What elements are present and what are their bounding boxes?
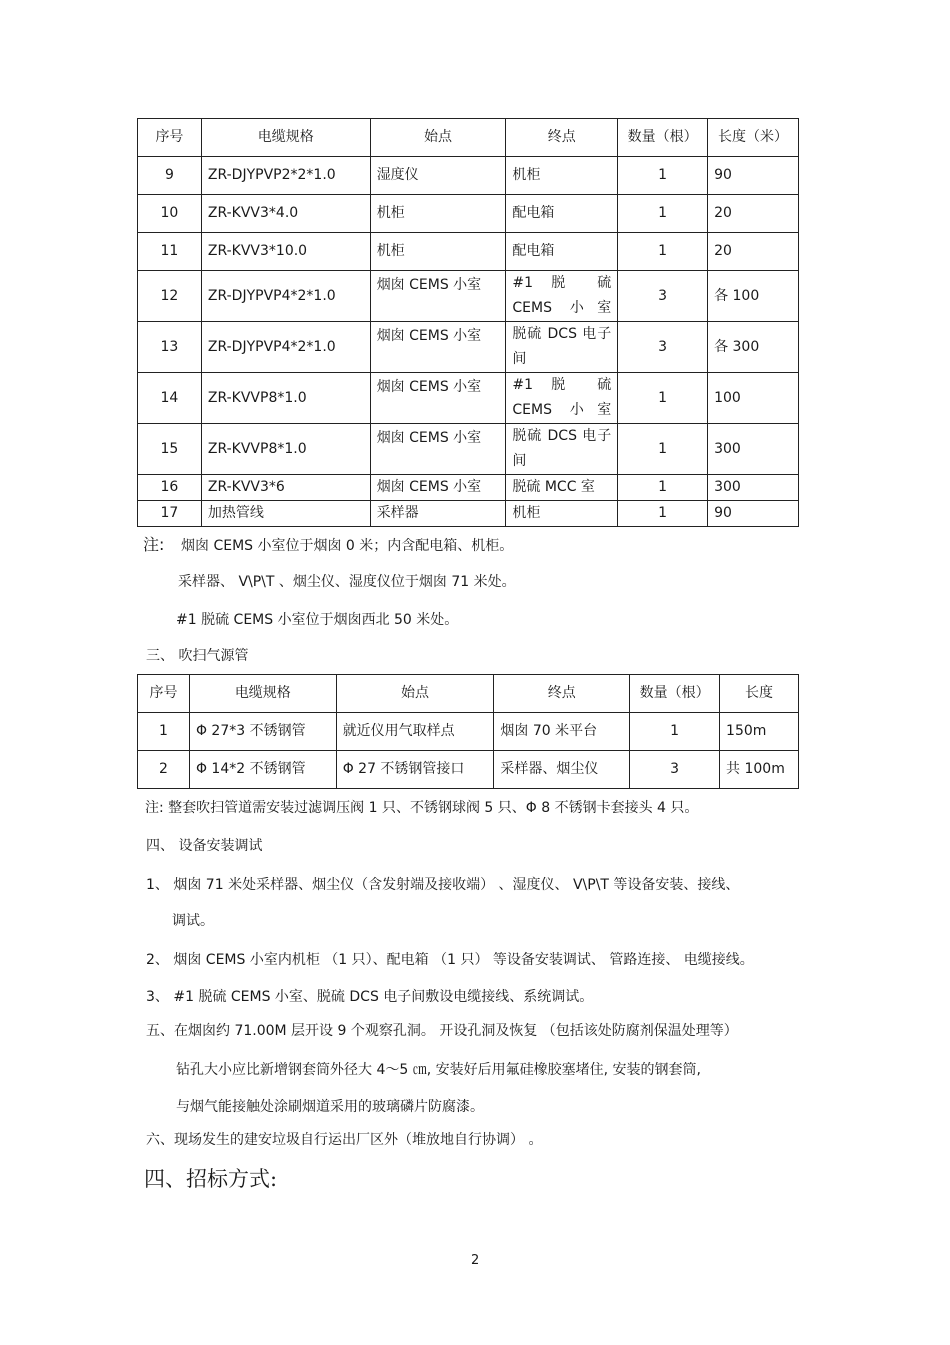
table-cell: 机柜 [506,157,618,195]
table-header-row [138,119,799,157]
section-title: 四、 设备安装调试 [146,838,263,854]
table-cell: 11 [138,233,202,271]
note-line: #1 脱硫 CEMS 小室位于烟囱西北 50 米处。 [176,612,459,628]
table-cell: 机柜 [506,501,618,527]
note-line: 采样器、 V\P\T 、烟尘仪、湿度仪位于烟囱 71 米处。 [178,574,516,590]
table-cell: 烟囱 70 米平台 [494,713,630,751]
header-cell: 终点 [506,119,618,157]
table-row [138,271,799,322]
table-cell: 脱硫 DCS 电子间 [506,424,618,475]
table-cell: 机柜 [370,195,506,233]
table-cell: ZR-DJYPVP4*2*1.0 [201,271,370,322]
table-cell: 1 [630,713,720,751]
list-item-continued: 调试。 [172,913,214,929]
table-cell: 1 [138,713,190,751]
note-line: 烟囱 CEMS 小室位于烟囱 0 米；内含配电箱、机柜。 [181,538,514,554]
table-cell: ZR-KVVP8*1.0 [201,424,370,475]
table-cell: 机柜 [370,233,506,271]
table-cell: 20 [708,195,799,233]
table-cell: 配电箱 [506,195,618,233]
table-cell: 1 [618,233,708,271]
table-cell: 脱硫 MCC 室 [506,475,618,501]
table-cell: 烟囱 CEMS 小室 [370,322,506,373]
table-cell: 各 300 [708,322,799,373]
table-row [138,373,799,424]
list-item: 2、 烟囱 CEMS 小室内机柜 （1 只）、配电箱 （1 只） 等设备安装调试、 管路连接、 电缆接线。 [146,952,754,968]
table-row [138,751,799,789]
table-cell: 烟囱 CEMS 小室 [370,271,506,322]
note-label: 注: [143,535,165,554]
table-cell: 共 100m [720,751,799,789]
table-cell: 采样器、烟尘仪 [494,751,630,789]
table-cell: ZR-KVVP8*1.0 [201,373,370,424]
table-cell: 3 [618,322,708,373]
table-cell: 16 [138,475,202,501]
purge-pipe-table [137,674,799,789]
table-row [138,233,799,271]
table-cell: 15 [138,424,202,475]
table-cell: ZR-DJYPVP2*2*1.0 [201,157,370,195]
table-cell: Φ 27 不锈钢管接口 [336,751,494,789]
section-paragraph-continued: 与烟气能接触处涂刷烟道采用的玻璃磷片防腐漆。 [176,1099,484,1115]
header-cell: 终点 [494,675,630,713]
table-header-row [138,675,799,713]
header-cell: 始点 [370,119,506,157]
table-cell: 17 [138,501,202,527]
header-cell: 长度（米） [708,119,799,157]
table-row [138,157,799,195]
table-cell: 湿度仪 [370,157,506,195]
bidding-method-heading: 四、招标方式: [144,1167,278,1191]
cable-table [137,118,799,527]
section-paragraph: 五、在烟囱约 71.00M 层开设 9 个观察孔洞。 开设孔洞及恢复 （包括该处防腐剂保温处理等） [146,1023,738,1039]
table-cell: ZR-DJYPVP4*2*1.0 [201,322,370,373]
list-item: 3、 #1 脱硫 CEMS 小室、脱硫 DCS 电子间敷设电缆接线、系统调试。 [146,989,594,1005]
header-cell: 序号 [138,119,202,157]
table-cell: 脱硫 DCS 电子间 [506,322,618,373]
table-cell: 20 [708,233,799,271]
table-row [138,195,799,233]
table-cell: 1 [618,424,708,475]
section-title: 三、 吹扫气源管 [146,648,249,664]
table-cell: 14 [138,373,202,424]
table-cell: ZR-KVV3*4.0 [201,195,370,233]
table-cell: 13 [138,322,202,373]
table-cell: 烟囱 CEMS 小室 [370,475,506,501]
table-cell: 1 [618,373,708,424]
table-cell: ZR-KVV3*6 [201,475,370,501]
header-cell: 数量（根） [630,675,720,713]
section-paragraph: 六、现场发生的建安垃圾自行运出厂区外（堆放地自行协调） 。 [146,1132,543,1148]
table-cell: 300 [708,475,799,501]
table-row [138,501,799,527]
list-item: 1、 烟囱 71 米处采样器、烟尘仪（含发射端及接收端） 、湿度仪、 V\P\T 等设备安装、接线、 [146,877,740,893]
table-cell: 1 [618,157,708,195]
table-cell: 烟囱 CEMS 小室 [370,424,506,475]
table-cell: Φ 14*2 不锈钢管 [189,751,336,789]
table-cell: 90 [708,157,799,195]
table-cell: 12 [138,271,202,322]
table-row [138,322,799,373]
table-cell: #1 脱 硫 CEMS 小室 [506,373,618,424]
table-cell: 2 [138,751,190,789]
table-cell: 加热管线 [201,501,370,527]
header-cell: 始点 [336,675,494,713]
table-cell: 配电箱 [506,233,618,271]
table-cell: 100 [708,373,799,424]
table-cell: 采样器 [370,501,506,527]
table-cell: 就近仪用气取样点 [336,713,494,751]
table-row [138,713,799,751]
table-cell: 9 [138,157,202,195]
table-cell: 3 [630,751,720,789]
section-paragraph-continued: 钻孔大小应比新增钢套筒外径大 4～5 ㎝, 安装好后用氟硅橡胶塞堵住, 安装的钢套筒, [176,1062,701,1078]
table-cell: ZR-KVV3*10.0 [201,233,370,271]
table-cell: 1 [618,475,708,501]
table-cell: Φ 27*3 不锈钢管 [189,713,336,751]
header-cell: 电缆规格 [189,675,336,713]
table-cell: 各 100 [708,271,799,322]
table-cell: 3 [618,271,708,322]
table-cell: 90 [708,501,799,527]
header-cell: 长度 [720,675,799,713]
table-row [138,475,799,501]
page-number: 2 [471,1253,480,1268]
purge-note: 注: 整套吹扫管道需安装过滤调压阀 1 只、不锈钢球阀 5 只、Φ 8 不锈钢卡套接头 4 只。 [145,800,699,816]
table-cell: #1 脱 硫 CEMS 小室 [506,271,618,322]
table-row [138,424,799,475]
table-cell: 1 [618,501,708,527]
table-cell: 300 [708,424,799,475]
header-cell: 电缆规格 [201,119,370,157]
header-cell: 数量（根） [618,119,708,157]
table-cell: 150m [720,713,799,751]
table-cell: 10 [138,195,202,233]
table-cell: 烟囱 CEMS 小室 [370,373,506,424]
table-cell: 1 [618,195,708,233]
header-cell: 序号 [138,675,190,713]
